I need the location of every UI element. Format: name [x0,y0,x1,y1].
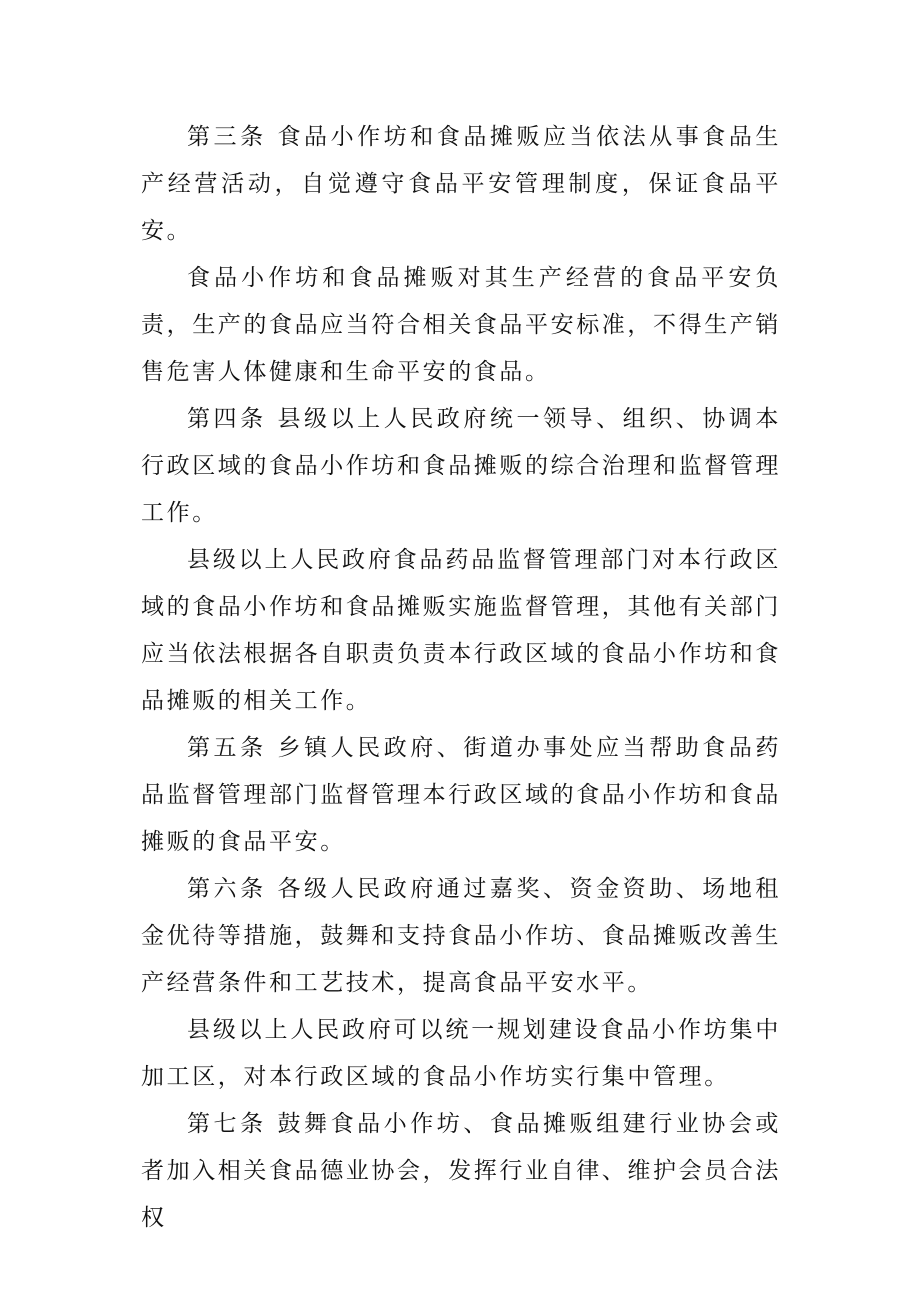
paragraph-article-6: 第六条 各级人民政府通过嘉奖、资金资助、场地租金优待等措施，鼓舞和支持食品小作坊、食品摊贩改善生产经营条件和工艺技术，提高食品平安水平。 [141,876,781,996]
paragraph-article-3: 第三条 食品小作坊和食品摊贩应当依法从事食品生产经营活动，自觉遵守食品平安管理制度，保证食品平安。 [141,124,781,244]
paragraph-article-7: 第七条 鼓舞食品小作坊、食品摊贩组建行业协会或者加入相关食品德业协会，发挥行业自律、维护会员合法权 [141,1111,781,1231]
paragraph-article-3-cont: 食品小作坊和食品摊贩对其生产经营的食品平安负责，生产的食品应当符合相关食品平安标准，不得生产销售危害人体健康和生命平安的食品。 [141,265,781,385]
paragraph-article-5: 第五条 乡镇人民政府、街道办事处应当帮助食品药品监督管理部门监督管理本行政区域的食品小作坊和食品摊贩的食品平安。 [141,735,781,855]
paragraph-article-4: 第四条 县级以上人民政府统一领导、组织、协调本行政区域的食品小作坊和食品摊贩的综合治理和监督管理工作。 [141,406,781,526]
paragraph-article-6-cont: 县级以上人民政府可以统一规划建设食品小作坊集中加工区，对本行政区域的食品小作坊实行集中管理。 [141,1017,781,1090]
document-body [141,114,781,1242]
paragraph-article-4-cont: 县级以上人民政府食品药品监督管理部门对本行政区域的食品小作坊和食品摊贩实施监督管理，其他有关部门应当依法根据各自职责负责本行政区域的食品小作坊和食品摊贩的相关工作。 [141,547,781,714]
